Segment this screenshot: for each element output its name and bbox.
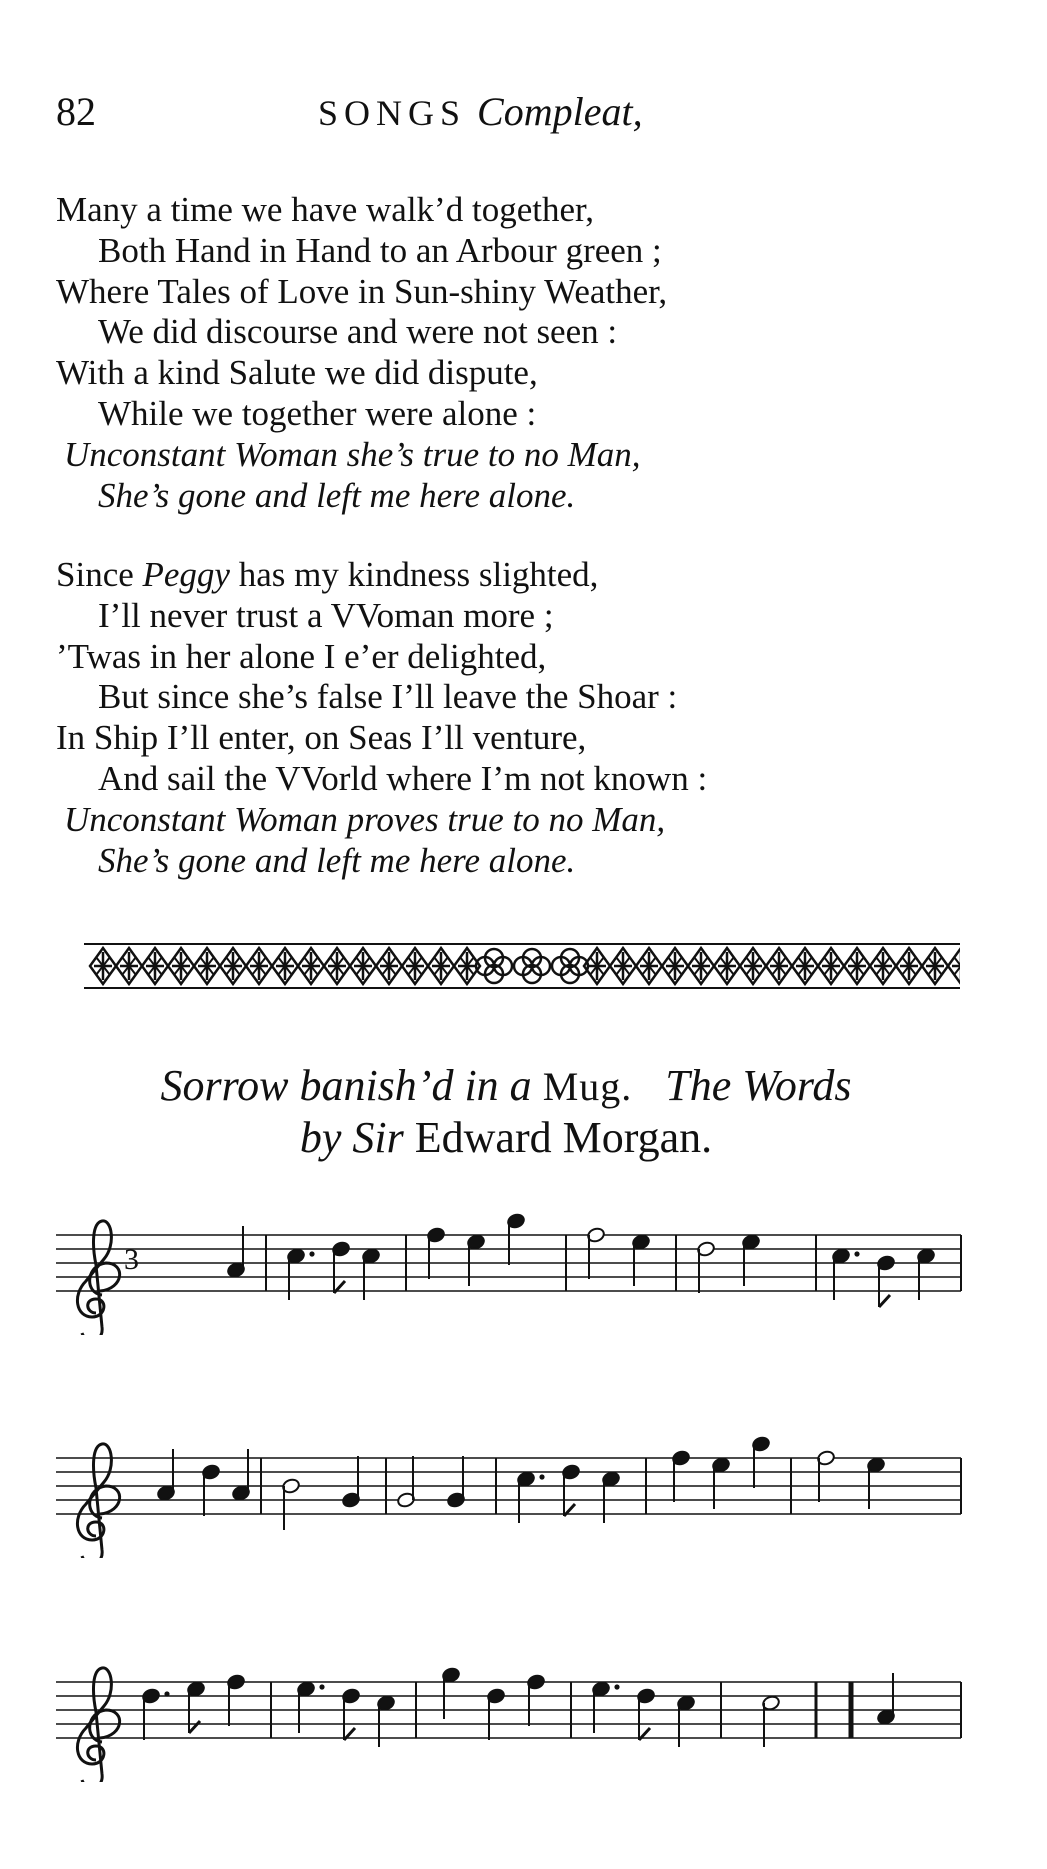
- chorus-line: She’s gone and left me here alone.: [98, 475, 576, 515]
- music-staff-1: [56, 1195, 986, 1335]
- staff-3-svg: [56, 1642, 986, 1782]
- music-staff-3: [56, 1642, 986, 1782]
- verse-line: Many a time we have walk’d together,: [56, 190, 594, 229]
- music-staff-2: [56, 1418, 986, 1558]
- chorus-line: Unconstant Woman proves true to no Man,: [64, 799, 666, 839]
- ornament-rule: [84, 940, 960, 992]
- verse-line: But since she’s false I’ll leave the Shoar :: [98, 677, 678, 717]
- running-title-italic: Compleat,: [477, 89, 643, 134]
- staff-1-svg: [56, 1195, 986, 1335]
- page-number: 82: [56, 89, 96, 134]
- verse-line: I’ll never trust a VVoman more ;: [98, 595, 554, 635]
- staff-2-svg: [56, 1418, 986, 1558]
- verse-line: While we together were alone :: [98, 393, 537, 433]
- running-title: [318, 88, 643, 135]
- verse-line: We did discourse and were not seen :: [98, 312, 618, 352]
- stanza-2: [56, 555, 956, 881]
- chorus-line: She’s gone and left me here alone.: [98, 840, 576, 880]
- song-title-line-1: Sorrow banish’d in a Mug. The Words: [160, 1061, 852, 1110]
- running-title-roman: SONGS: [318, 93, 467, 133]
- verse-line: Where Tales of Love in Sun-shiny Weather,: [56, 271, 668, 311]
- ornament-border-icon: [84, 940, 960, 992]
- stanza-1: [56, 190, 956, 516]
- chorus-line: Unconstant Woman she’s true to no Man,: [64, 434, 641, 474]
- name-peggy: Peggy: [142, 555, 230, 594]
- verse-line: Both Hand in Hand to an Arbour green ;: [98, 230, 662, 270]
- verse-line: Since Peggy has my kindness slighted,: [56, 555, 599, 594]
- song-title-line-2: by Sir Edward Morgan.: [299, 1113, 713, 1162]
- svg-text:3: 3: [124, 1243, 139, 1276]
- verse-line: In Ship I’ll enter, on Seas I’ll venture,: [56, 718, 587, 758]
- verse-line: ’Twas in her alone I e’er delighted,: [56, 636, 547, 676]
- verse-line: With a kind Salute we did dispute,: [56, 353, 538, 393]
- verse-line: And sail the VVorld where I’m not known :: [98, 758, 708, 798]
- page-header: [56, 88, 956, 148]
